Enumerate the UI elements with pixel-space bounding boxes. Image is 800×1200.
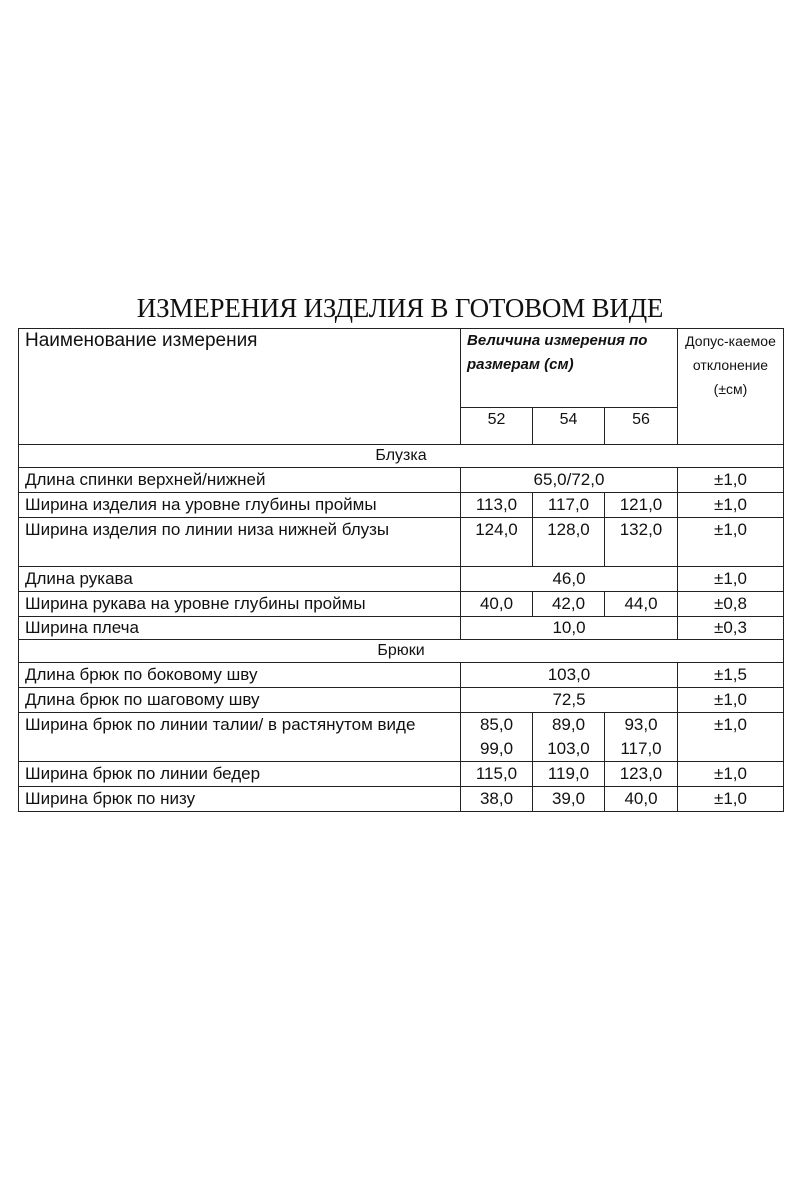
table-row	[19, 567, 784, 592]
header-size-52: 52	[461, 408, 533, 445]
measurement-name: Ширина рукава на уровне глубины проймы	[19, 592, 461, 617]
table-row	[19, 592, 784, 617]
measurement-name: Ширина брюк по низу	[19, 787, 461, 812]
size-52-value: 113,0	[461, 493, 533, 518]
size-52-value: 38,0	[461, 787, 533, 812]
size-52-value: 115,0	[461, 762, 533, 787]
size-54-value: 89,0	[551, 715, 586, 734]
size-54-value: 117,0	[533, 493, 605, 518]
size-56-value: 132,0	[605, 518, 678, 567]
tolerance-value: ±1,0	[678, 787, 784, 812]
table-row	[19, 493, 784, 518]
tolerance-value: ±1,0	[678, 688, 784, 713]
table-row	[19, 762, 784, 787]
size-56-value: 93,0	[624, 715, 658, 734]
merged-value: 65,0/72,0	[461, 468, 678, 493]
tolerance-value: ±1,0	[678, 762, 784, 787]
merged-value: 10,0	[461, 617, 678, 640]
size-54-value: 39,0	[533, 787, 605, 812]
tolerance-value: ±0,3	[678, 617, 784, 640]
tolerance-value: ±1,0	[678, 493, 784, 518]
table-row	[19, 688, 784, 713]
measurement-name: Длина рукава	[19, 567, 461, 592]
size-52-value: 124,0	[461, 518, 533, 567]
measurement-name: Ширина брюк по линии талии/ в растянутом виде	[19, 713, 461, 762]
section-row-blouse	[19, 445, 784, 468]
size-52-value-stretched: 99,0	[479, 739, 514, 758]
size-52-values	[461, 713, 533, 762]
measurement-name: Длина спинки верхней/нижней	[19, 468, 461, 493]
section-title: Брюки	[19, 640, 784, 663]
size-54-values	[533, 713, 605, 762]
size-56-value: 40,0	[605, 787, 678, 812]
table-row	[19, 713, 784, 762]
tolerance-value: ±1,0	[678, 518, 784, 567]
size-56-value: 123,0	[605, 762, 678, 787]
size-52-value: 40,0	[461, 592, 533, 617]
header-size-54: 54	[533, 408, 605, 445]
measurements-table	[18, 328, 784, 812]
size-54-value: 119,0	[533, 762, 605, 787]
tolerance-value: ±0,8	[678, 592, 784, 617]
header-size-56: 56	[605, 408, 678, 445]
table-row	[19, 468, 784, 493]
measurement-name: Ширина брюк по линии бедер	[19, 762, 461, 787]
size-56-values	[605, 713, 678, 762]
size-54-value-stretched: 103,0	[547, 739, 590, 758]
table-header-row	[19, 329, 784, 408]
tolerance-value: ±1,5	[678, 663, 784, 688]
section-title: Блузка	[19, 445, 784, 468]
header-measurement-value: Величина измерения по размерам (см)	[461, 329, 678, 408]
size-54-value: 128,0	[533, 518, 605, 567]
measurement-name: Длина брюк по боковому шву	[19, 663, 461, 688]
tolerance-value: ±1,0	[678, 468, 784, 493]
table-row	[19, 663, 784, 688]
header-measurement-name: Наименование измерения	[19, 329, 461, 445]
header-tolerance: Допус-каемое отклонение (±см)	[678, 329, 784, 445]
table-row	[19, 518, 784, 567]
table-row	[19, 617, 784, 640]
merged-value: 46,0	[461, 567, 678, 592]
page-title: ИЗМЕРЕНИЯ ИЗДЕЛИЯ В ГОТОВОМ ВИДЕ	[136, 293, 664, 323]
tolerance-value: ±1,0	[678, 713, 784, 762]
table-row	[19, 787, 784, 812]
size-56-value: 44,0	[605, 592, 678, 617]
section-row-trousers	[19, 640, 784, 663]
merged-value: 72,5	[461, 688, 678, 713]
measurement-name: Ширина изделия на уровне глубины проймы	[19, 493, 461, 518]
size-52-value: 85,0	[479, 715, 514, 734]
size-56-value: 121,0	[605, 493, 678, 518]
measurement-name: Ширина изделия по линии низа нижней блузы	[19, 518, 461, 567]
measurement-name: Длина брюк по шаговому шву	[19, 688, 461, 713]
size-54-value: 42,0	[533, 592, 605, 617]
size-56-value-stretched: 117,0	[620, 739, 662, 758]
merged-value: 103,0	[461, 663, 678, 688]
tolerance-value: ±1,0	[678, 567, 784, 592]
measurement-name: Ширина плеча	[19, 617, 461, 640]
